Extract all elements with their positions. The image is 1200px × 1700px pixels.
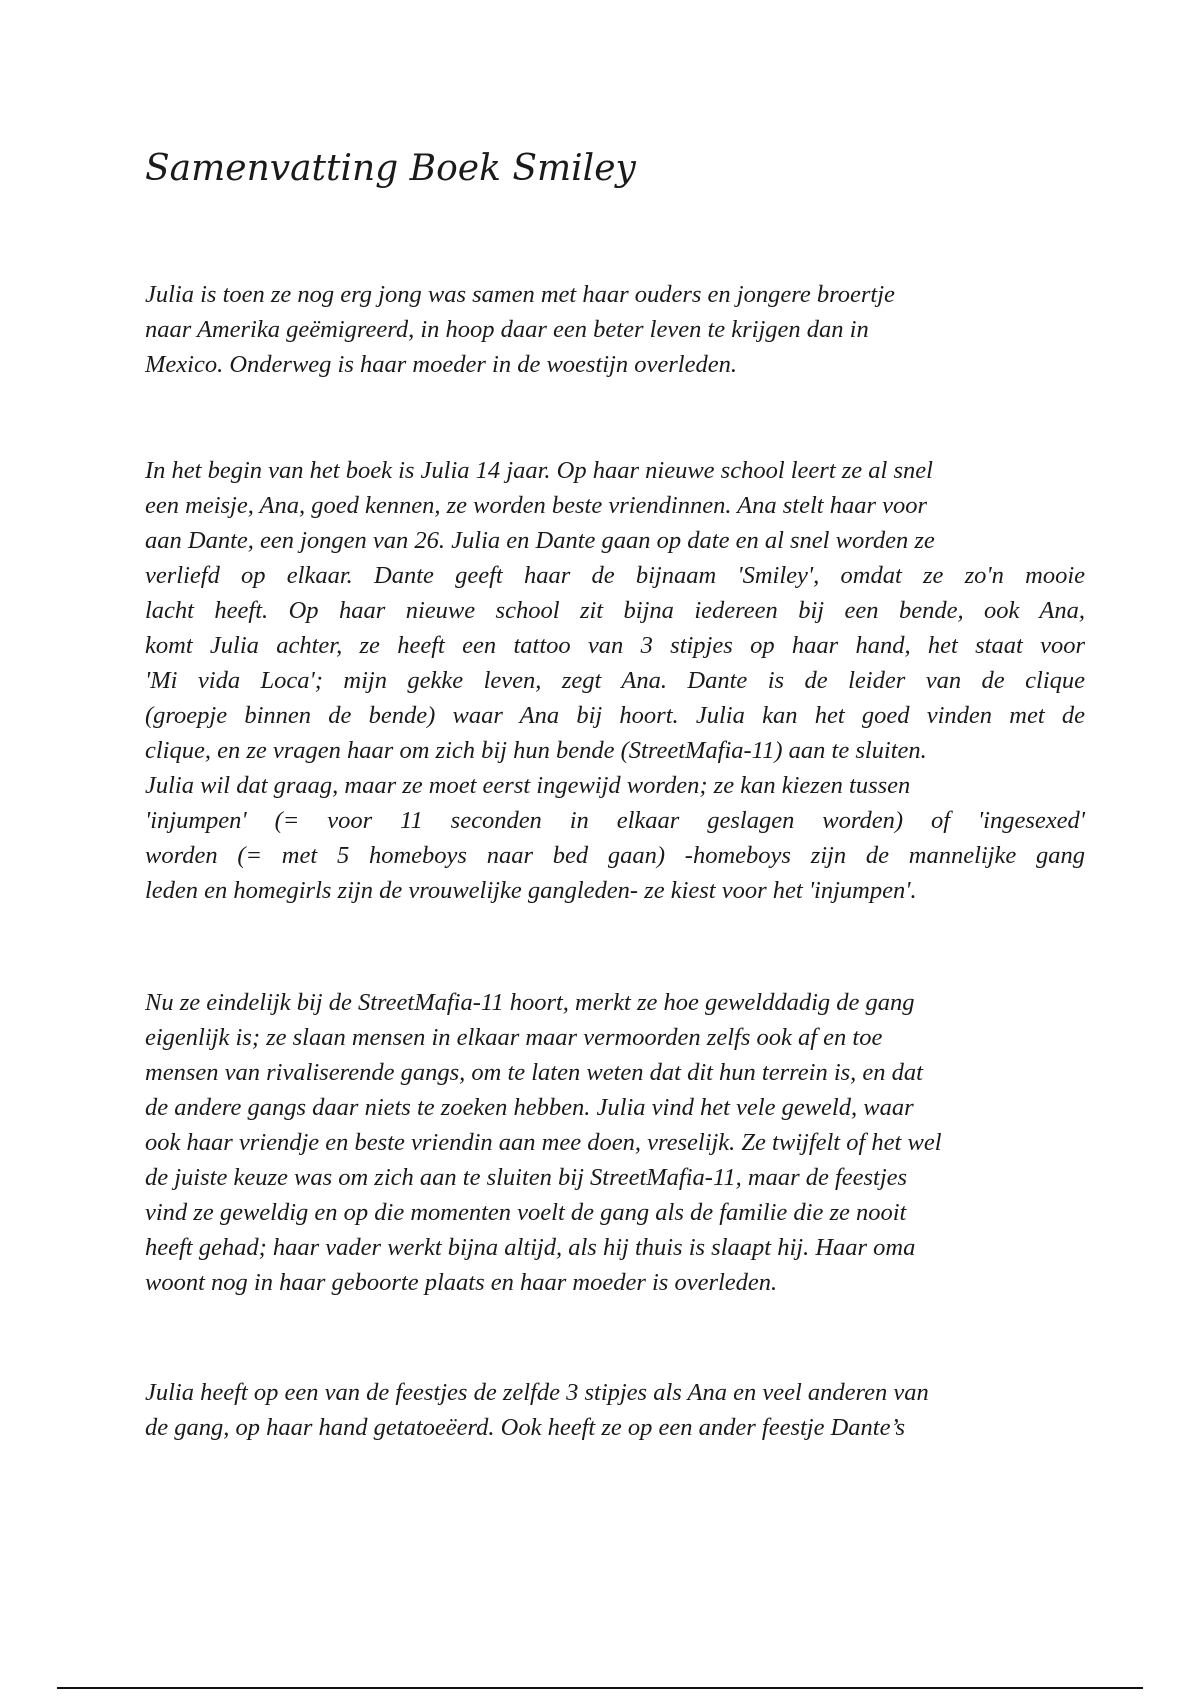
text-line: Julia wil dat graag, maar ze moet eerst ingewijd worden; ze kan kiezen tussen xyxy=(145,772,911,799)
text-line: clique, en ze vragen haar om zich bij hun bende (StreetMafia-11) aan te sluiten. xyxy=(145,737,927,764)
text-line: aan Dante, een jongen van 26. Julia en Dante gaan op date en al snel worden ze xyxy=(145,527,935,554)
footer-divider xyxy=(57,1687,1143,1689)
text-line: leden en homegirls zijn de vrouwelijke gangleden- ze kiest voor het 'injumpen'. xyxy=(145,877,917,904)
text-line: komt Julia achter, ze heeft een tattoo van 3 stipjes op haar hand, het staat voor xyxy=(145,632,1085,659)
text-line: Julia heeft op een van de feestjes de zelfde 3 stipjes als Ana en veel anderen van xyxy=(145,1379,929,1406)
text-line: worden (= met 5 homeboys naar bed gaan) -homeboys zijn de mannelijke gang xyxy=(145,842,1085,869)
text-line: (groepje binnen de bende) waar Ana bij hoort. Julia kan het goed vinden met de xyxy=(145,702,1085,729)
text-line: naar Amerika geëmigreerd, in hoop daar een beter leven te krijgen dan in xyxy=(145,316,869,343)
text-line: 'injumpen' (= voor 11 seconden in elkaar geslagen worden) of 'ingesexed' xyxy=(145,807,1085,834)
text-line: Mexico. Onderweg is haar moeder in de woestijn overleden. xyxy=(145,351,737,378)
text-line: lacht heeft. Op haar nieuwe school zit bijna iedereen bij een bende, ook Ana, xyxy=(145,597,1085,624)
text-line: de juiste keuze was om zich aan te sluiten bij StreetMafia-11, maar de feestjes xyxy=(145,1164,908,1191)
paragraph-emigration xyxy=(145,277,1085,382)
text-line: een meisje, Ana, goed kennen, ze worden beste vriendinnen. Ana stelt haar voor xyxy=(145,492,928,519)
text-line: Julia is toen ze nog erg jong was samen met haar ouders en jongere broertje xyxy=(145,281,895,308)
text-line: de andere gangs daar niets te zoeken hebben. Julia vind het vele geweld, waar xyxy=(145,1094,914,1121)
text-line: mensen van rivaliserende gangs, om te laten weten dat dit hun terrein is, en dat xyxy=(145,1059,923,1086)
paragraph-tattoo xyxy=(145,1375,1085,1445)
text-line: In het begin van het boek is Julia 14 jaar. Op haar nieuwe school leert ze al snel xyxy=(145,457,933,484)
text-line: de gang, op haar hand getatoeëerd. Ook heeft ze op een ander feestje Dante’s xyxy=(145,1414,906,1441)
text-line: Nu ze eindelijk bij de StreetMafia-11 hoort, merkt ze hoe gewelddadig de gang xyxy=(145,989,915,1016)
text-line: ook haar vriendje en beste vriendin aan mee doen, vreselijk. Ze twijfelt of het wel xyxy=(145,1129,942,1156)
paragraph-violence xyxy=(145,985,1085,1300)
text-line: eigenlijk is; ze slaan mensen in elkaar maar vermoorden zelfs ook af en toe xyxy=(145,1024,883,1051)
paragraph-joining-gang xyxy=(145,453,1085,908)
text-line: woont nog in haar geboorte plaats en haar moeder is overleden. xyxy=(145,1269,778,1296)
text-line: verliefd op elkaar. Dante geeft haar de bijnaam 'Smiley', omdat ze zo'n mooie xyxy=(145,562,1085,589)
text-line: 'Mi vida Loca'; mijn gekke leven, zegt Ana. Dante is de leider van de clique xyxy=(145,667,1085,694)
text-line: heeft gehad; haar vader werkt bijna altijd, als hij thuis is slaapt hij. Haar oma xyxy=(145,1234,916,1261)
page-title: Samenvatting Boek Smiley xyxy=(145,148,636,189)
text-line: vind ze geweldig en op die momenten voelt de gang als de familie die ze nooit xyxy=(145,1199,907,1226)
